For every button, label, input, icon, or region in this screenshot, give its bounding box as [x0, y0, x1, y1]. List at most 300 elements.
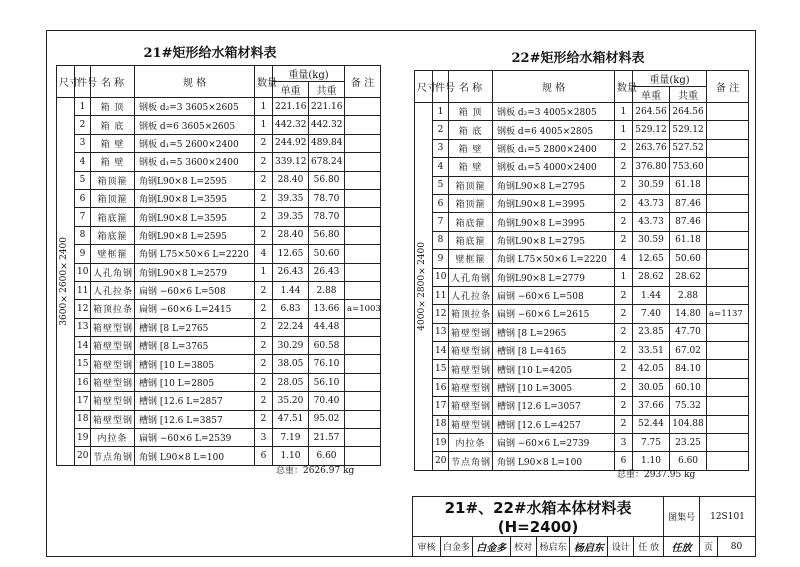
item-number: 5 [75, 171, 91, 189]
item-total-weight: 529.12 [670, 121, 707, 139]
item-spec: 角钢L90×8 L=3995 [493, 213, 615, 231]
item-note [707, 268, 749, 286]
item-note [707, 360, 749, 378]
design-signature: 任放 [664, 537, 700, 557]
tank-dimension-label: 3600×2600×2400 [59, 237, 69, 326]
table-21-title: 21#矩形给水箱材料表 [143, 46, 277, 61]
item-name: 人孔拉条 [449, 286, 493, 304]
item-quantity: 4 [615, 250, 633, 268]
item-unit-weight: 39.35 [273, 208, 309, 226]
item-number: 15 [75, 355, 91, 373]
table-row [415, 194, 749, 212]
item-unit-weight: 263.76 [633, 139, 670, 157]
item-note [707, 323, 749, 341]
item-number: 3 [75, 134, 91, 152]
item-note [345, 355, 381, 373]
header-dim: 尺寸 [57, 66, 75, 98]
item-name: 箱顶拉条 [91, 300, 135, 318]
item-quantity: 6 [615, 452, 633, 470]
item-total-weight: 50.60 [670, 250, 707, 268]
header-name: 名 称 [449, 71, 493, 103]
item-quantity: 2 [615, 176, 633, 194]
table-row [57, 263, 381, 281]
item-total-weight: 6.60 [670, 452, 707, 470]
item-number: 6 [433, 194, 449, 212]
item-spec: 角钢L90×8 L=3595 [135, 189, 255, 207]
item-spec: 槽钢 [10 L=4205 [493, 360, 615, 378]
item-note [345, 153, 381, 171]
item-number: 16 [75, 373, 91, 391]
table-row [57, 300, 381, 318]
item-number: 9 [433, 250, 449, 268]
header-no: 件号 [75, 66, 91, 98]
item-note [707, 103, 749, 121]
item-total-weight: 104.88 [670, 415, 707, 433]
item-note [707, 286, 749, 304]
item-unit-weight: 37.66 [633, 397, 670, 415]
item-spec: 角钢L90×8 L=2579 [135, 263, 255, 281]
item-name: 箱壁型钢 [91, 392, 135, 410]
item-name: 箱 壁 [91, 134, 135, 152]
item-unit-weight: 30.59 [633, 176, 670, 194]
table-row [415, 103, 749, 121]
item-spec: 角钢L90×8 L=2595 [135, 226, 255, 244]
item-note [345, 392, 381, 410]
header-weight: 重量(kg) [633, 71, 707, 87]
review-name: 白金多 [440, 537, 472, 557]
item-quantity: 2 [255, 189, 273, 207]
item-note [345, 134, 381, 152]
item-unit-weight: 12.65 [633, 250, 670, 268]
item-spec: 槽钢 [8 L=2765 [135, 318, 255, 336]
item-unit-weight: 376.80 [633, 158, 670, 176]
item-total-weight: 87.46 [670, 213, 707, 231]
item-quantity: 2 [255, 373, 273, 391]
item-spec: 扁钢 −60×6 L=2539 [135, 429, 255, 447]
item-number: 17 [433, 397, 449, 415]
table-row [57, 134, 381, 152]
tank-dimension-label: 4000×2800×2400 [417, 242, 427, 331]
item-number: 13 [433, 323, 449, 341]
header-note: 备 注 [707, 71, 749, 103]
item-name: 箱顶拉条 [449, 305, 493, 323]
atlas-number-label: 图集号 [664, 497, 700, 537]
item-spec: 槽钢 [10 L=3805 [135, 355, 255, 373]
item-name: 箱 壁 [449, 158, 493, 176]
table-row [57, 208, 381, 226]
item-spec: 槽钢 [8 L=3765 [135, 337, 255, 355]
item-quantity: 6 [255, 447, 273, 465]
item-number: 10 [75, 263, 91, 281]
table-row [415, 434, 749, 452]
item-note [707, 342, 749, 360]
item-total-weight: 78.70 [309, 189, 345, 207]
table-row [57, 337, 381, 355]
header-spec: 规 格 [135, 66, 255, 98]
item-number: 12 [75, 300, 91, 318]
item-spec: 钢板 d₁=5 2800×2400 [493, 139, 615, 157]
item-total-weight: 76.10 [309, 355, 345, 373]
item-number: 17 [75, 392, 91, 410]
table-row [57, 410, 381, 428]
item-note [345, 116, 381, 134]
item-spec: 角钢L90×8 L=3995 [493, 194, 615, 212]
item-total-weight: 87.46 [670, 194, 707, 212]
item-note [707, 378, 749, 396]
table-row [415, 378, 749, 396]
item-quantity: 2 [255, 226, 273, 244]
item-quantity: 2 [255, 300, 273, 318]
table-row [415, 286, 749, 304]
item-name: 箱底箍 [91, 226, 135, 244]
item-unit-weight: 28.40 [273, 226, 309, 244]
table-row [57, 226, 381, 244]
item-unit-weight: 22.24 [273, 318, 309, 336]
table-row [415, 397, 749, 415]
item-number: 10 [433, 268, 449, 286]
item-unit-weight: 52.44 [633, 415, 670, 433]
item-name: 人孔角钢 [91, 263, 135, 281]
table-22-title: 22#矩形给水箱材料表 [511, 51, 645, 66]
item-spec: 钢板 d=6 4005×2805 [493, 121, 615, 139]
item-name: 箱底箍 [449, 213, 493, 231]
item-spec: 角钢L90×8 L=2795 [493, 231, 615, 249]
item-unit-weight: 7.19 [273, 429, 309, 447]
item-spec: 钢板 d₂=3 4005×2805 [493, 103, 615, 121]
item-note: a=1003 [345, 300, 381, 318]
review-signature: 白金多 [472, 537, 510, 557]
item-name: 箱顶箍 [91, 189, 135, 207]
item-note [345, 245, 381, 263]
item-note [345, 208, 381, 226]
item-name: 箱 壁 [91, 153, 135, 171]
item-quantity: 4 [255, 245, 273, 263]
item-unit-weight: 28.62 [633, 268, 670, 286]
item-note [345, 337, 381, 355]
table-row [415, 250, 749, 268]
item-total-weight: 44.48 [309, 318, 345, 336]
item-name: 箱顶箍 [91, 171, 135, 189]
table-row [57, 153, 381, 171]
table-row [57, 171, 381, 189]
item-number: 20 [433, 452, 449, 470]
item-name: 人孔角钢 [449, 268, 493, 286]
item-total-weight: 61.18 [670, 176, 707, 194]
item-total-weight: 84.10 [670, 360, 707, 378]
item-quantity: 2 [255, 134, 273, 152]
item-quantity: 2 [255, 355, 273, 373]
item-total-weight: 14.80 [670, 305, 707, 323]
item-name: 箱壁型钢 [449, 378, 493, 396]
item-spec: 角钢 L90×8 L=100 [135, 447, 255, 465]
item-note [345, 226, 381, 244]
table-row [57, 116, 381, 134]
table-row [415, 213, 749, 231]
table-row [57, 373, 381, 391]
item-unit-weight: 39.35 [273, 189, 309, 207]
header-dim: 尺寸 [415, 71, 433, 103]
item-number: 19 [75, 429, 91, 447]
sheet-main-title: 21#、22#水箱本体材料表(H=2400) [413, 497, 664, 537]
item-total-weight: 95.02 [309, 410, 345, 428]
table-row [415, 176, 749, 194]
item-number: 11 [433, 286, 449, 304]
item-spec: 槽钢 [8 L=2965 [493, 323, 615, 341]
item-unit-weight: 1.10 [633, 452, 670, 470]
item-number: 14 [75, 337, 91, 355]
item-unit-weight: 244.92 [273, 134, 309, 152]
item-note [707, 121, 749, 139]
item-quantity: 2 [255, 281, 273, 299]
header-qty: 数量 [255, 66, 273, 98]
item-total-weight: 78.70 [309, 208, 345, 226]
item-unit-weight: 47.51 [273, 410, 309, 428]
item-spec: 角钢 L75×50×6 L=2220 [493, 250, 615, 268]
item-total-weight: 60.10 [670, 378, 707, 396]
item-note [707, 158, 749, 176]
item-quantity: 1 [255, 116, 273, 134]
table-22-total-weight: 总重：2937.95 kg [617, 470, 696, 480]
check-name: 杨启东 [536, 537, 570, 557]
item-name: 箱壁型钢 [91, 410, 135, 428]
item-spec: 角钢L90×8 L=2779 [493, 268, 615, 286]
item-quantity: 2 [615, 415, 633, 433]
item-total-weight: 2.88 [670, 286, 707, 304]
item-quantity: 2 [615, 397, 633, 415]
item-unit-weight: 7.75 [633, 434, 670, 452]
table-row [57, 429, 381, 447]
item-spec: 角钢L90×8 L=2595 [135, 171, 255, 189]
item-name: 箱壁型钢 [449, 397, 493, 415]
item-note [345, 410, 381, 428]
item-note [707, 213, 749, 231]
item-number: 1 [433, 103, 449, 121]
item-total-weight: 21.57 [309, 429, 345, 447]
item-quantity: 2 [615, 213, 633, 231]
item-number: 13 [75, 318, 91, 336]
item-quantity: 3 [255, 429, 273, 447]
atlas-number: 12S101 [700, 497, 756, 537]
item-spec: 槽钢 [12.6 L=3057 [493, 397, 615, 415]
table-row [57, 392, 381, 410]
item-number: 3 [433, 139, 449, 157]
item-total-weight: 13.66 [309, 300, 345, 318]
table-row [415, 305, 749, 323]
item-number: 7 [75, 208, 91, 226]
item-total-weight: 56.80 [309, 226, 345, 244]
item-quantity: 1 [615, 103, 633, 121]
item-unit-weight: 529.12 [633, 121, 670, 139]
item-quantity: 2 [615, 323, 633, 341]
header-total-weight: 共重 [670, 87, 707, 103]
item-spec: 钢板 d₁=5 4000×2400 [493, 158, 615, 176]
page-number: 80 [717, 537, 755, 557]
header-unit-weight: 单重 [633, 87, 670, 103]
item-name: 壁框箍 [91, 245, 135, 263]
item-spec: 槽钢 [10 L=2805 [135, 373, 255, 391]
item-note [345, 281, 381, 299]
item-unit-weight: 28.05 [273, 373, 309, 391]
item-quantity: 2 [255, 392, 273, 410]
item-note [707, 434, 749, 452]
item-unit-weight: 30.05 [633, 378, 670, 396]
item-total-weight: 47.70 [670, 323, 707, 341]
item-unit-weight: 7.40 [633, 305, 670, 323]
item-note [345, 189, 381, 207]
title-block [412, 496, 756, 557]
item-number: 7 [433, 213, 449, 231]
table-row [57, 355, 381, 373]
item-total-weight: 75.32 [670, 397, 707, 415]
item-total-weight: 678.24 [309, 153, 345, 171]
item-note [707, 231, 749, 249]
item-total-weight: 61.18 [670, 231, 707, 249]
item-unit-weight: 30.29 [273, 337, 309, 355]
tank-dimension [415, 103, 433, 471]
item-name: 箱壁型钢 [449, 323, 493, 341]
item-number: 2 [433, 121, 449, 139]
table-row [415, 342, 749, 360]
item-note [345, 171, 381, 189]
table-row [415, 231, 749, 249]
item-name: 箱壁型钢 [449, 342, 493, 360]
item-number: 16 [433, 378, 449, 396]
item-spec: 槽钢 [12.6 L=2857 [135, 392, 255, 410]
header-note: 备 注 [345, 66, 381, 98]
item-unit-weight: 1.44 [273, 281, 309, 299]
header-spec: 规 格 [493, 71, 615, 103]
item-number: 14 [433, 342, 449, 360]
item-total-weight: 753.60 [670, 158, 707, 176]
header-qty: 数量 [615, 71, 633, 103]
item-name: 箱壁型钢 [91, 337, 135, 355]
item-quantity: 2 [615, 305, 633, 323]
item-note [345, 318, 381, 336]
item-number: 6 [75, 189, 91, 207]
item-total-weight: 6.60 [309, 447, 345, 465]
item-spec: 槽钢 [12.6 L=3857 [135, 410, 255, 428]
item-quantity: 2 [615, 378, 633, 396]
table-row [415, 452, 749, 470]
item-number: 11 [75, 281, 91, 299]
item-number: 20 [75, 447, 91, 465]
item-spec: 角钢 L90×8 L=100 [493, 452, 615, 470]
item-unit-weight: 1.44 [633, 286, 670, 304]
item-number: 5 [433, 176, 449, 194]
item-name: 箱 壁 [449, 139, 493, 157]
item-total-weight: 442.32 [309, 116, 345, 134]
table-row [415, 121, 749, 139]
item-quantity: 2 [255, 171, 273, 189]
item-total-weight: 26.43 [309, 263, 345, 281]
item-unit-weight: 26.43 [273, 263, 309, 281]
item-quantity: 2 [615, 360, 633, 378]
item-name: 箱底箍 [91, 208, 135, 226]
header-unit-weight: 单重 [273, 82, 309, 98]
item-number: 18 [75, 410, 91, 428]
item-unit-weight: 339.12 [273, 153, 309, 171]
item-name: 箱底箍 [449, 231, 493, 249]
item-number: 8 [75, 226, 91, 244]
item-total-weight: 23.25 [670, 434, 707, 452]
item-unit-weight: 43.73 [633, 213, 670, 231]
item-spec: 扁钢 −60×6 L=2739 [493, 434, 615, 452]
item-name: 节点角钢 [449, 452, 493, 470]
item-unit-weight: 442.32 [273, 116, 309, 134]
item-unit-weight: 42.05 [633, 360, 670, 378]
item-note: a=1137 [707, 305, 749, 323]
item-quantity: 2 [615, 158, 633, 176]
item-quantity: 2 [615, 231, 633, 249]
item-spec: 扁钢 −60×6 L=508 [493, 286, 615, 304]
table-row [57, 281, 381, 299]
item-total-weight: 221.16 [309, 98, 345, 116]
item-number: 15 [433, 360, 449, 378]
item-name: 箱顶箍 [449, 194, 493, 212]
item-quantity: 3 [615, 434, 633, 452]
item-unit-weight: 43.73 [633, 194, 670, 212]
item-quantity: 2 [615, 286, 633, 304]
item-number: 8 [433, 231, 449, 249]
item-unit-weight: 38.05 [273, 355, 309, 373]
item-spec: 钢板 d₁=5 2600×2400 [135, 134, 255, 152]
item-total-weight: 28.62 [670, 268, 707, 286]
item-unit-weight: 33.51 [633, 342, 670, 360]
item-number: 4 [433, 158, 449, 176]
item-name: 箱壁型钢 [91, 355, 135, 373]
item-quantity: 2 [255, 318, 273, 336]
material-table-22 [414, 70, 749, 471]
item-spec: 角钢L90×8 L=2795 [493, 176, 615, 194]
item-spec: 角钢L90×8 L=3595 [135, 208, 255, 226]
header-weight: 重量(kg) [273, 66, 345, 82]
item-quantity: 2 [255, 410, 273, 428]
item-unit-weight: 12.65 [273, 245, 309, 263]
item-spec: 扁钢 −60×6 L=2615 [493, 305, 615, 323]
item-note [707, 452, 749, 470]
item-quantity: 2 [615, 342, 633, 360]
item-note [345, 429, 381, 447]
item-spec: 槽钢 [12.6 L=4257 [493, 415, 615, 433]
item-quantity: 2 [255, 153, 273, 171]
item-quantity: 2 [255, 337, 273, 355]
item-total-weight: 489.84 [309, 134, 345, 152]
item-note [345, 263, 381, 281]
item-quantity: 1 [615, 268, 633, 286]
table-row [57, 245, 381, 263]
header-total-weight: 共重 [309, 82, 345, 98]
item-total-weight: 2.88 [309, 281, 345, 299]
tank-dimension [57, 98, 75, 466]
item-note [707, 139, 749, 157]
table-row [57, 189, 381, 207]
header-name: 名 称 [91, 66, 135, 98]
page-label: 页 [700, 537, 718, 557]
item-unit-weight: 221.16 [273, 98, 309, 116]
item-note [707, 250, 749, 268]
item-name: 人孔拉条 [91, 281, 135, 299]
item-quantity: 2 [615, 139, 633, 157]
item-total-weight: 70.40 [309, 392, 345, 410]
item-note [707, 415, 749, 433]
item-name: 内拉条 [91, 429, 135, 447]
item-note [707, 194, 749, 212]
item-spec: 槽钢 [8 L=4165 [493, 342, 615, 360]
item-unit-weight: 23.85 [633, 323, 670, 341]
item-name: 箱 顶 [449, 103, 493, 121]
item-name: 箱壁型钢 [91, 318, 135, 336]
material-table-21 [56, 65, 381, 466]
